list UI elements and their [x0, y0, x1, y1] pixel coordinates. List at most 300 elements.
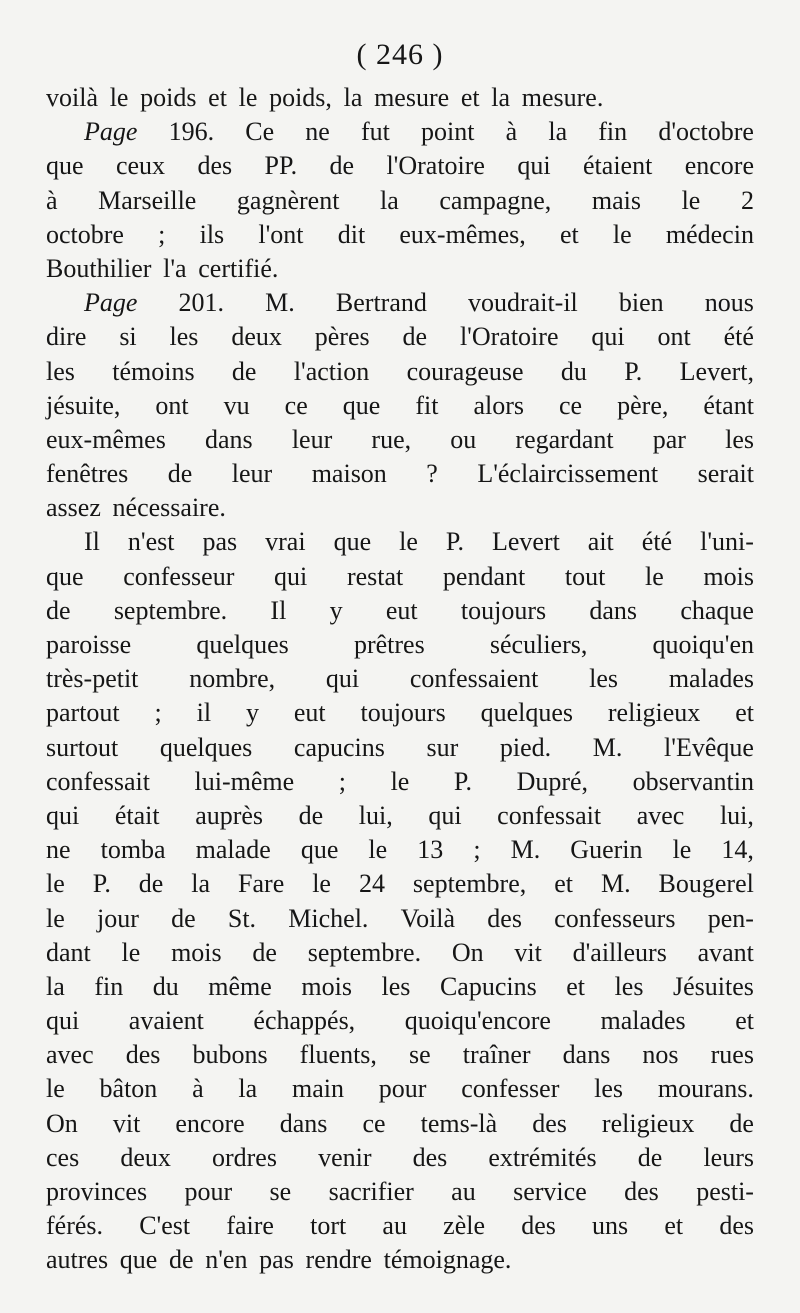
text-line	[46, 970, 754, 1004]
text-line	[46, 731, 754, 765]
word: Marseille	[98, 185, 197, 215]
word: pères	[314, 322, 370, 352]
word: que	[300, 835, 339, 865]
word: qui	[274, 561, 308, 591]
word: les	[169, 322, 199, 352]
word: dit	[337, 219, 366, 249]
word: tomba	[100, 835, 166, 865]
word: P.	[445, 527, 464, 557]
word: toujours	[460, 595, 547, 625]
word: à	[505, 117, 518, 147]
text-line	[46, 218, 754, 252]
word: des	[487, 903, 522, 933]
word: Page	[84, 117, 138, 147]
word: confessaient	[409, 664, 539, 694]
word: ;	[338, 766, 346, 796]
word: que	[342, 390, 381, 420]
word: du	[560, 356, 587, 386]
word: main	[291, 1074, 344, 1104]
word: n'en	[205, 1245, 248, 1275]
word: traîner	[462, 1040, 531, 1070]
word: des	[719, 1211, 754, 1241]
word: pied.	[499, 732, 552, 762]
text-line	[46, 628, 754, 662]
word: qui	[428, 800, 462, 830]
word: Ce	[245, 117, 275, 147]
word: ces	[46, 1142, 80, 1172]
word: l'uni-	[700, 527, 754, 557]
word: à	[192, 1074, 204, 1104]
word: Capucins	[439, 971, 537, 1001]
page-number: ( 246 )	[356, 38, 444, 71]
text-line	[46, 525, 754, 559]
word: et	[664, 1211, 684, 1241]
text-line	[46, 1175, 754, 1209]
word: les	[725, 424, 754, 454]
word: prêtres	[353, 630, 425, 659]
text-line	[46, 252, 754, 286]
word: d'ailleurs	[572, 937, 667, 967]
word: que	[119, 1245, 158, 1275]
text-line	[46, 1038, 754, 1072]
word: partout	[46, 698, 120, 728]
word: de	[171, 903, 196, 933]
word: P.	[453, 766, 472, 796]
word: tort	[310, 1211, 347, 1241]
word: le	[681, 185, 701, 215]
word: l'ont	[258, 219, 304, 249]
word: PP.	[264, 151, 298, 181]
word: assez	[46, 493, 101, 523]
word: nombre,	[189, 664, 276, 694]
word: P.	[92, 869, 111, 899]
word: Fare	[238, 869, 285, 899]
word: eut	[385, 595, 418, 625]
word: à	[46, 185, 58, 215]
word: fin	[598, 117, 628, 147]
word: qui	[46, 800, 80, 830]
word: mesure.	[521, 83, 604, 112]
word: ;	[473, 835, 481, 865]
word: le	[368, 835, 388, 865]
word: Page	[84, 288, 138, 318]
word: l'a	[163, 253, 187, 283]
text-line	[46, 560, 754, 594]
word: voudrait-il	[468, 288, 578, 318]
word: de	[329, 151, 355, 181]
word: et	[554, 869, 573, 899]
word: septembre,	[412, 869, 527, 899]
word: rendre	[305, 1245, 372, 1275]
word: 201.	[178, 288, 225, 318]
word: le	[612, 219, 632, 249]
word: par	[652, 424, 686, 454]
word: C'est	[139, 1211, 191, 1241]
word: service	[513, 1177, 587, 1206]
word: fit	[415, 390, 439, 420]
word: octobre	[46, 219, 124, 249]
word: le	[390, 766, 410, 796]
word: la	[380, 185, 399, 215]
word: leur	[231, 459, 273, 489]
word: l'action	[293, 356, 370, 386]
word: les	[614, 971, 644, 1001]
word: férés.	[46, 1211, 104, 1241]
text-line	[46, 1141, 754, 1175]
word: confesser	[461, 1074, 560, 1104]
word: au	[451, 1177, 476, 1206]
word: témoignage.	[383, 1245, 512, 1275]
word: jour	[96, 903, 139, 933]
word: le	[312, 869, 331, 899]
word: que	[333, 527, 372, 557]
word: des	[197, 151, 233, 181]
word: très-petit	[46, 664, 139, 694]
word: regardant	[515, 424, 614, 454]
word: lui,	[719, 800, 754, 830]
word: zèle	[443, 1211, 485, 1241]
word: au	[382, 1211, 407, 1241]
word: de	[402, 322, 428, 352]
word: mois	[703, 561, 754, 591]
word: ce	[559, 390, 583, 420]
word: pas	[202, 527, 238, 557]
word: si	[119, 322, 137, 352]
word: ils	[199, 219, 225, 249]
word: étaient	[583, 151, 653, 181]
word: septembre.	[113, 595, 228, 625]
word: Il	[84, 527, 100, 557]
text-line	[46, 1209, 754, 1243]
word: uns	[592, 1211, 629, 1241]
word: le	[644, 561, 664, 591]
text-line	[46, 1072, 754, 1106]
word: avaient	[128, 1006, 204, 1036]
word: mesure	[374, 83, 450, 112]
text-line	[46, 696, 754, 730]
word: des	[125, 1040, 161, 1070]
word: même	[208, 971, 272, 1001]
word: se	[409, 1040, 431, 1070]
word: le	[46, 903, 65, 933]
text-line	[46, 1004, 754, 1038]
word: qui	[517, 151, 551, 181]
word: sacrifier	[328, 1177, 414, 1206]
word: autres	[46, 1245, 109, 1275]
word: les	[46, 356, 75, 386]
word: été	[723, 322, 754, 352]
word: ?	[426, 459, 438, 489]
text-line	[46, 1243, 754, 1277]
word: de	[637, 1142, 663, 1172]
word: de	[167, 459, 193, 489]
word: confesseur	[123, 561, 235, 591]
word: Bouthilier	[46, 253, 152, 283]
word: capucins	[293, 732, 385, 762]
word: septembre.	[307, 937, 422, 967]
word: les	[381, 971, 411, 1001]
word: Jésuites	[673, 971, 754, 1001]
word: leur	[291, 424, 333, 454]
word: ne	[305, 117, 330, 147]
word: ou	[450, 424, 477, 454]
word: et	[208, 83, 227, 112]
word: y	[245, 698, 259, 728]
word: fin	[94, 971, 124, 1001]
word: tout	[564, 561, 606, 591]
word: provinces	[46, 1177, 148, 1206]
word: ait	[587, 527, 614, 557]
word: encore	[684, 151, 754, 181]
word: pour	[184, 1177, 233, 1206]
word: fenêtres	[46, 459, 129, 489]
word: mois	[301, 971, 352, 1001]
word: dans	[589, 595, 638, 625]
word: et	[460, 83, 480, 112]
word: eux-mêmes,	[399, 219, 526, 249]
word: Guerin	[570, 835, 643, 865]
word: campagne,	[439, 185, 552, 215]
word: ont	[155, 390, 189, 420]
word: religieux	[601, 1108, 695, 1138]
word: l'Oratoire	[459, 322, 559, 352]
word: Bertrand	[335, 288, 427, 318]
text-line	[46, 833, 754, 867]
word: quelques	[196, 630, 289, 659]
text-line	[46, 149, 754, 183]
word: pas	[259, 1245, 294, 1275]
word: toujours	[360, 698, 446, 728]
word: chaque	[680, 595, 754, 625]
word: alors	[473, 390, 524, 420]
word: des	[624, 1177, 659, 1206]
word: dire	[46, 322, 87, 352]
text-line	[46, 286, 754, 320]
text-line	[46, 662, 754, 696]
word: de	[729, 1108, 754, 1138]
word: Bougerel	[658, 869, 754, 899]
body-text	[46, 81, 754, 1278]
word: avant	[697, 937, 754, 967]
text-line	[46, 389, 754, 423]
word: surtout	[46, 732, 119, 762]
word: du	[152, 971, 179, 1001]
word: vit	[514, 937, 542, 967]
word: été	[641, 527, 673, 557]
word: bâton	[99, 1074, 158, 1104]
word: Il	[270, 595, 287, 625]
word: courageuse	[406, 356, 524, 386]
text-line	[46, 457, 754, 491]
word: la	[491, 83, 511, 112]
word: de	[252, 937, 277, 967]
word: avec	[636, 800, 685, 830]
word: 14,	[721, 835, 754, 865]
word: vrai	[265, 527, 306, 557]
word: leurs	[703, 1142, 754, 1172]
word: de	[231, 356, 257, 386]
word: qui	[325, 664, 360, 694]
word: Levert,	[679, 356, 754, 386]
word: rue,	[371, 424, 412, 454]
word: il	[196, 698, 212, 728]
word: jésuite,	[46, 390, 121, 420]
word: le	[238, 83, 258, 112]
text-line	[46, 1107, 754, 1141]
word: faire	[226, 1211, 274, 1241]
word: malades	[668, 664, 754, 694]
word: médecin	[665, 219, 754, 249]
word: des	[521, 1211, 556, 1241]
word: y	[329, 595, 343, 625]
word: ;	[158, 219, 166, 249]
word: M.	[510, 835, 541, 865]
word: ne	[46, 835, 71, 865]
word: M.	[600, 869, 631, 899]
word: ont	[657, 322, 691, 352]
word: poids	[140, 83, 197, 112]
word: confessait	[497, 800, 602, 830]
word: que	[46, 151, 84, 181]
word: fluents,	[299, 1040, 377, 1070]
word: des	[412, 1142, 448, 1172]
word: le	[109, 83, 129, 112]
word: vit	[112, 1108, 141, 1138]
word: fut	[360, 117, 390, 147]
word: le	[46, 1074, 65, 1104]
word: poids,	[269, 83, 332, 112]
word: M.	[592, 732, 623, 762]
word: d'octobre	[658, 117, 754, 147]
word: de	[169, 1245, 194, 1275]
word: pesti-	[696, 1177, 754, 1206]
text-line	[46, 936, 754, 970]
word: n'est	[127, 527, 175, 557]
word: confesseurs	[554, 903, 676, 933]
word: sur	[426, 732, 459, 762]
word: 2	[740, 185, 754, 215]
word: de	[298, 800, 324, 830]
word: mais	[591, 185, 641, 215]
word: qui	[591, 322, 625, 352]
word: le	[121, 937, 141, 967]
word: et	[559, 219, 579, 249]
word: se	[269, 1177, 292, 1206]
word: voilà	[46, 83, 98, 112]
text-line	[46, 423, 754, 457]
word: mois	[171, 937, 222, 967]
word: des	[532, 1108, 567, 1138]
word: certifié.	[198, 253, 279, 283]
word: Levert	[491, 527, 560, 557]
word: ordres	[211, 1142, 277, 1172]
word: ce	[362, 1108, 386, 1138]
word: échappés,	[253, 1006, 356, 1036]
word: la	[46, 971, 65, 1001]
word: les	[594, 1074, 624, 1104]
word: le	[399, 527, 418, 557]
word: On	[46, 1108, 78, 1138]
word: dans	[562, 1040, 611, 1070]
word: témoins	[112, 356, 195, 386]
text-line	[46, 81, 754, 115]
text-line	[46, 355, 754, 389]
word: pendant	[442, 561, 526, 591]
text-line	[46, 594, 754, 628]
word: quelques	[159, 732, 253, 762]
word: avec	[46, 1040, 94, 1070]
word: la	[191, 869, 211, 899]
word: malade	[195, 835, 271, 865]
word: lui,	[358, 800, 393, 830]
word: tems-là	[420, 1108, 498, 1138]
word: le	[672, 835, 692, 865]
text-line	[46, 867, 754, 901]
word: observantin	[632, 766, 754, 796]
word: lui-même	[194, 766, 295, 796]
word: ceux	[115, 151, 166, 181]
word: mourans.	[657, 1074, 754, 1104]
word: et	[566, 971, 586, 1001]
word: quoiqu'encore	[404, 1006, 551, 1036]
word: Michel.	[288, 903, 369, 933]
word: restat	[346, 561, 404, 591]
word: pen-	[707, 903, 754, 933]
word: étant	[703, 390, 754, 420]
word: les	[589, 664, 619, 694]
word: malades	[600, 1006, 686, 1036]
word: vu	[223, 390, 250, 420]
word: P.	[624, 356, 643, 386]
word: qui	[46, 1006, 80, 1036]
word: 24	[358, 869, 385, 899]
text-line	[46, 765, 754, 799]
word: gagnèrent	[236, 185, 340, 215]
word: Voilà	[400, 903, 456, 933]
word: deux	[231, 322, 282, 352]
word: maison	[311, 459, 387, 489]
word: venir	[318, 1142, 372, 1172]
word: serait	[697, 459, 754, 489]
word: confessait	[46, 766, 150, 796]
word: que	[46, 561, 84, 591]
word: eux-mêmes	[46, 424, 166, 454]
word: M.	[265, 288, 295, 318]
word: et	[735, 1006, 754, 1036]
text-line	[46, 115, 754, 149]
word: religieux	[607, 698, 701, 728]
word: St.	[227, 903, 257, 933]
word: séculiers,	[489, 630, 588, 659]
word: dant	[46, 937, 91, 967]
text-line	[46, 491, 754, 525]
word: pour	[378, 1074, 427, 1104]
word: On	[451, 937, 484, 967]
word: 196.	[168, 117, 215, 147]
word: Dupré,	[516, 766, 589, 796]
text-line	[46, 184, 754, 218]
word: de	[46, 595, 71, 625]
word: père,	[617, 390, 669, 420]
word: ;	[154, 698, 162, 728]
word: était	[114, 800, 160, 830]
word: nous	[704, 288, 754, 318]
word: et	[735, 698, 754, 728]
word: L'éclaircissement	[477, 459, 659, 489]
word: de	[138, 869, 164, 899]
word: la	[548, 117, 568, 147]
word: ce	[284, 390, 308, 420]
